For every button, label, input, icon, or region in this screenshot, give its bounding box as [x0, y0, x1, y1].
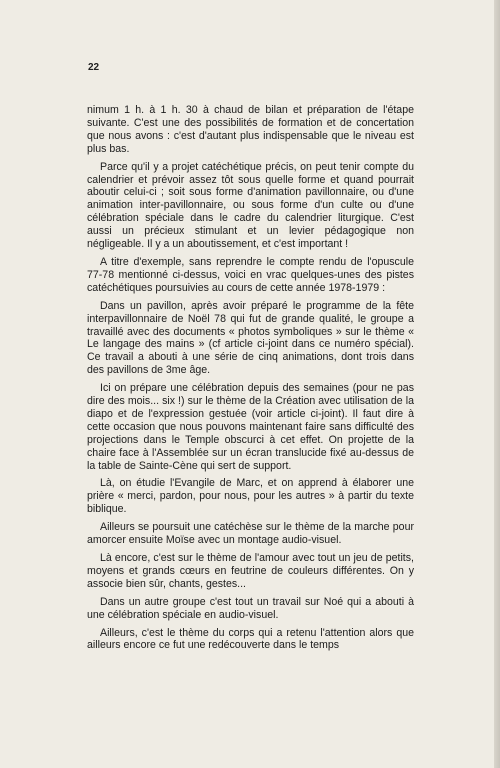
body-text	[87, 104, 414, 657]
paragraph-3: A titre d'exemple, sans reprendre le compte rendu de l'opuscule 77-78 mentionné ci-dessus, voici en vrac quelques-unes des pistes catéchétiques poursuivies au cours de cette année 1978-1979 :	[87, 255, 414, 294]
paragraph-2: Parce qu'il y a projet catéchétique précis, on peut tenir compte du calendrier et prévoir assez tôt sous quelle forme et quand pourrait aboutir celui-ci ; soit sous forme d'animation pavillonnaire, ou d'une animation inter-pavillonnaire, ou sous forme d'un culte ou d'une célébration spéciale dans le cadre du calendrier liturgique. C'est aussi un précieux stimulant et un levier pédagogique non négligeable. Il y a un aboutissement, et c'est important !	[87, 160, 414, 251]
paragraph-1: nimum 1 h. à 1 h. 30 à chaud de bilan et préparation de l'étape suivante. C'est une des possibilités de formation et de concertation que nous avons : c'est d'autant plus indispensable que le niveau est plus bas.	[87, 104, 414, 155]
paragraph-7: Ailleurs se poursuit une catéchèse sur le thème de la marche pour amorcer ensuite Moïse avec un montage audio-visuel.	[87, 521, 414, 547]
paragraph-10: Ailleurs, c'est le thème du corps qui a retenu l'attention alors que ailleurs encore ce fut une redécouverte dans le temps	[87, 626, 414, 652]
page-number: 22	[88, 62, 100, 73]
page-edge-shadow	[494, 0, 500, 768]
paragraph-8: Là encore, c'est sur le thème de l'amour avec tout un jeu de petits, moyens et grands cœurs en feutrine de couleurs différentes. On y associe bien sûr, chants, gestes...	[87, 552, 414, 590]
paragraph-4: Dans un pavillon, après avoir préparé le programme de la fête interpavillonnaire de Noël 78 qui fut de grande qualité, le groupe a travaillé avec des documents « photos symboliques » sur le thème « Le langage des mains » (cf article ci-joint dans ce numéro spécial). Ce travail a abouti à une série de cinq animations, dont trois dans des pavillons de 3me âge.	[87, 299, 414, 377]
paragraph-6: Là, on étudie l'Evangile de Marc, et on apprend à élaborer une prière « merci, pardon, pour nous, pour les autres » à partir du texte biblique.	[87, 477, 414, 516]
paragraph-5: Ici on prépare une célébration depuis des semaines (pour ne pas dire des mois... six !) sur le thème de la Création avec utilisation de la diapo et de l'expression gestuée (voir article ci-joint). Il faut dire à cette occasion que nous pouvons maintenant faire sans difficulté des projections dans le Temple obscurci à cet effet. On projette de la chaire face à l'Assemblée sur un écran translucide fixé au-dessus de la table de Sainte-Cène qui sert de support.	[87, 382, 414, 472]
paragraph-9: Dans un autre groupe c'est tout un travail sur Noé qui a abouti à une célébration spéciale en audio-visuel.	[87, 595, 414, 621]
